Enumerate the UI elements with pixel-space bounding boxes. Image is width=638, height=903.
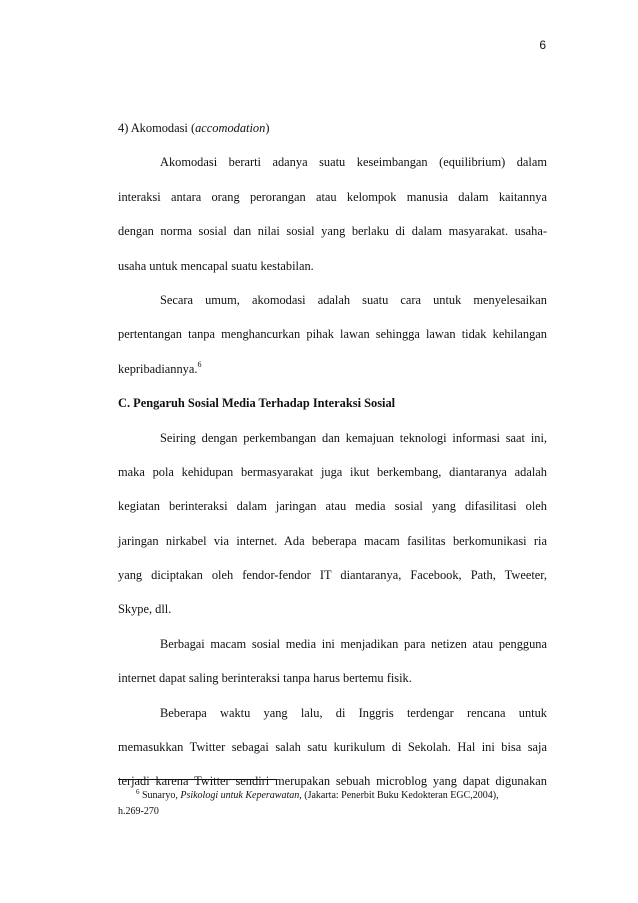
footnote-mark: 6 <box>136 788 140 796</box>
paragraph-line <box>118 359 547 393</box>
footnote-reference: 6 <box>197 359 202 369</box>
paragraph-line: Skype, dll. <box>118 602 172 617</box>
paragraph-line: Berbagai macam sosial media ini menjadikan para netizen atau pengguna <box>160 636 547 651</box>
paragraph-line: dengan norma sosial dan nilai sosial yang berlaku di dalam masyarakat. usaha- <box>118 224 547 239</box>
footnote-title: Psikologi untuk Keperawatan <box>180 790 300 801</box>
paragraph-line: Akomodasi berarti adanya suatu keseimbangan (equilibrium) dalam <box>160 155 547 170</box>
paragraph-line: pertentangan tanpa menghancurkan pihak lawan sehingga lawan tidak kehilangan <box>118 327 547 342</box>
paragraph-line: maka pola kehidupan bermasyarakat juga ikut berkembang, diantaranya adalah <box>118 464 547 479</box>
paragraph-line: terjadi karena Twitter sendiri merupakan sebuah microblog yang dapat digunakan <box>118 774 547 789</box>
footnote-divider <box>118 779 276 780</box>
footnote-publication: , (Jakarta: Penerbit Buku Kedokteran EGC,2004), <box>299 790 499 801</box>
paragraph-line: kegiatan berinteraksi dalam jaringan atau media sosial yang difasilitasi oleh <box>118 499 547 514</box>
subsection-term: accomodation <box>195 121 266 135</box>
paragraph-line: yang diciptakan oleh fendor-fendor IT diantaranya, Facebook, Path, Tweeter, <box>118 568 547 583</box>
paragraph-text: kepribadiannya. <box>118 361 198 376</box>
paragraph-line: Seiring dengan perkembangan dan kemajuan teknologi informasi saat ini, <box>160 430 547 445</box>
paragraph-line: Beberapa waktu yang lalu, di Inggris terdengar rencana untuk <box>160 705 547 720</box>
paragraph-line: Secara umum, akomodasi adalah suatu cara untuk menyelesaikan <box>160 292 547 307</box>
section-heading: C. Pengaruh Sosial Media Terhadap Interaksi Sosial <box>118 396 396 411</box>
body-text <box>118 118 547 806</box>
footnote-author: Sunaryo, <box>142 790 178 801</box>
paragraph-line: interaksi antara orang perorangan atau kelompok manusia dalam kaitannya <box>118 189 547 204</box>
paragraph-line: internet dapat saling berinteraksi tanpa harus bertemu fisik. <box>118 671 412 686</box>
paragraph-line: jaringan nirkabel via internet. Ada beberapa macam fasilitas berkomunikasi ria <box>118 533 547 548</box>
subsection-label: 4) Akomodasi <box>118 121 188 135</box>
paragraph-line: memasukkan Twitter sebagai salah satu kurikulum di Sekolah. Hal ini bisa saja <box>118 740 547 755</box>
paragraph-line: usaha untuk mencapal suatu kestabilan. <box>118 258 314 273</box>
subsection-heading: 4) Akomodasi (accomodation) <box>118 121 270 135</box>
footnote <box>118 784 547 820</box>
footnote-pages: h.269-270 <box>118 806 159 817</box>
page-number: 6 <box>539 38 546 52</box>
